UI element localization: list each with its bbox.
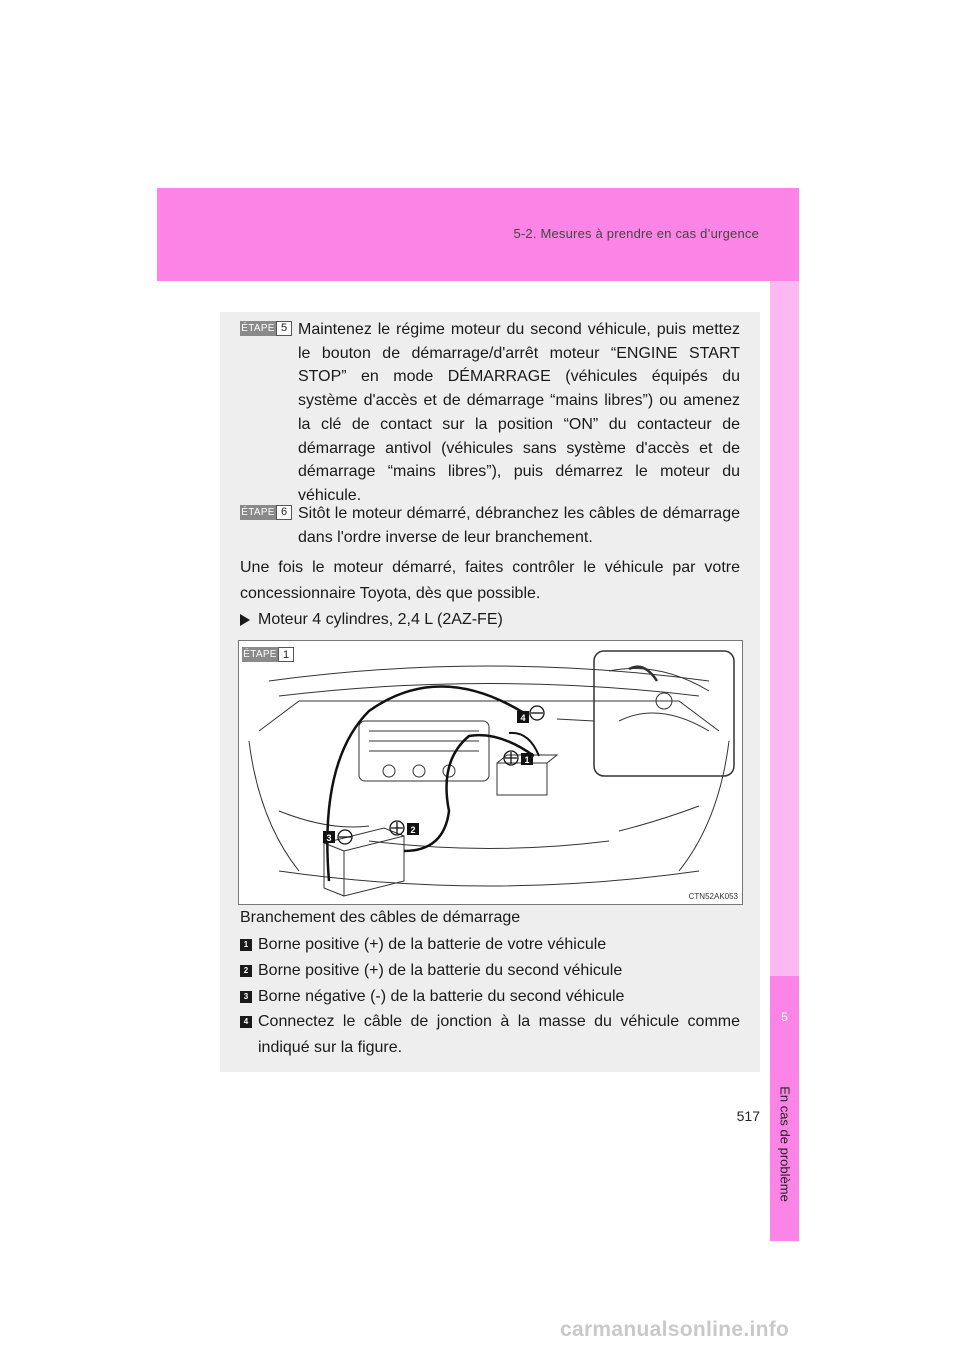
- header-band: [157, 188, 799, 281]
- figure-caption: Branchement des câbles de démarrage: [240, 909, 521, 926]
- legend-text: Borne positive (+) de la batterie de votre véhicule: [258, 936, 607, 953]
- info-paragraph: Une fois le moteur démarré, faites contrôler le véhicule par votre concessionnaire Toyota, dès que possible.: [240, 559, 740, 602]
- step-badge-label: ÉTAPE: [240, 321, 276, 336]
- step-6: [240, 502, 740, 549]
- legend-text: Borne négative (-) de la batterie du second véhicule: [258, 988, 625, 1005]
- step-text: Maintenez le régime moteur du second véhicule, puis mettez le bouton de démarrage/d'arrêt moteur “ENGINE START STOP” en mode DÉMARRAGE (véhicules équipés du système d'accès et de démarrage “mains libres”) ou amenez la clé de contact sur la position “ON” du contacteur de démarrage antivol (véhicules sans système d'accès et de démarrage “mains libres”), puis démarrez le moteur du véhicule.: [298, 321, 740, 504]
- legend-text: Borne positive (+) de la batterie du second véhicule: [258, 962, 623, 979]
- marker-2-label: 2: [410, 825, 416, 835]
- bullet-text: Moteur 4 cylindres, 2,4 L (2AZ-FE): [258, 611, 503, 628]
- figure-code: CTN52AK053: [688, 892, 738, 901]
- watermark-link[interactable]: carmanualsonline.info: [560, 1318, 790, 1341]
- legend-text: Connectez le câble de jonction à la masse du véhicule comme indiqué sur la figure.: [258, 1013, 740, 1056]
- legend-number: 3: [240, 991, 252, 1003]
- legend-number: 4: [240, 1016, 252, 1028]
- step-badge: [240, 321, 292, 336]
- step-5: [240, 318, 740, 508]
- legend-item-4: [240, 1009, 740, 1060]
- content-box: [220, 312, 760, 1072]
- triangle-bullet-icon: [240, 614, 250, 626]
- engine-illustration: [238, 640, 743, 905]
- step-badge-label: ÉTAPE: [243, 649, 277, 660]
- engine-bay-drawing: [239, 641, 742, 904]
- marker-3-label: 3: [326, 833, 332, 843]
- marker-4-label: 4: [520, 713, 526, 723]
- chapter-tab[interactable]: [770, 976, 799, 1241]
- legend-item-2: [240, 958, 740, 984]
- chapter-number: 5: [781, 1010, 788, 1024]
- step-badge-label: ÉTAPE: [240, 505, 276, 520]
- step-badge-number: 1: [278, 647, 294, 662]
- legend-number: 1: [240, 939, 252, 951]
- step-badge-number: 5: [276, 321, 292, 336]
- step-badge-number: 6: [276, 505, 292, 520]
- legend-item-1: [240, 932, 740, 958]
- chapter-label: En cas de problème: [777, 1086, 792, 1202]
- page-number: 517: [736, 1108, 760, 1124]
- step-badge: [240, 505, 292, 520]
- engine-bullet: [240, 609, 503, 631]
- step-text: Sitôt le moteur démarré, débranchez les câbles de démarrage dans l'ordre inverse de leur branchement.: [298, 505, 740, 546]
- legend-item-3: [240, 984, 740, 1010]
- side-tab: [770, 281, 799, 1202]
- marker-1-label: 1: [524, 755, 530, 765]
- section-title: 5-2. Mesures à prendre en cas d’urgence: [513, 226, 759, 241]
- legend-number: 2: [240, 965, 252, 977]
